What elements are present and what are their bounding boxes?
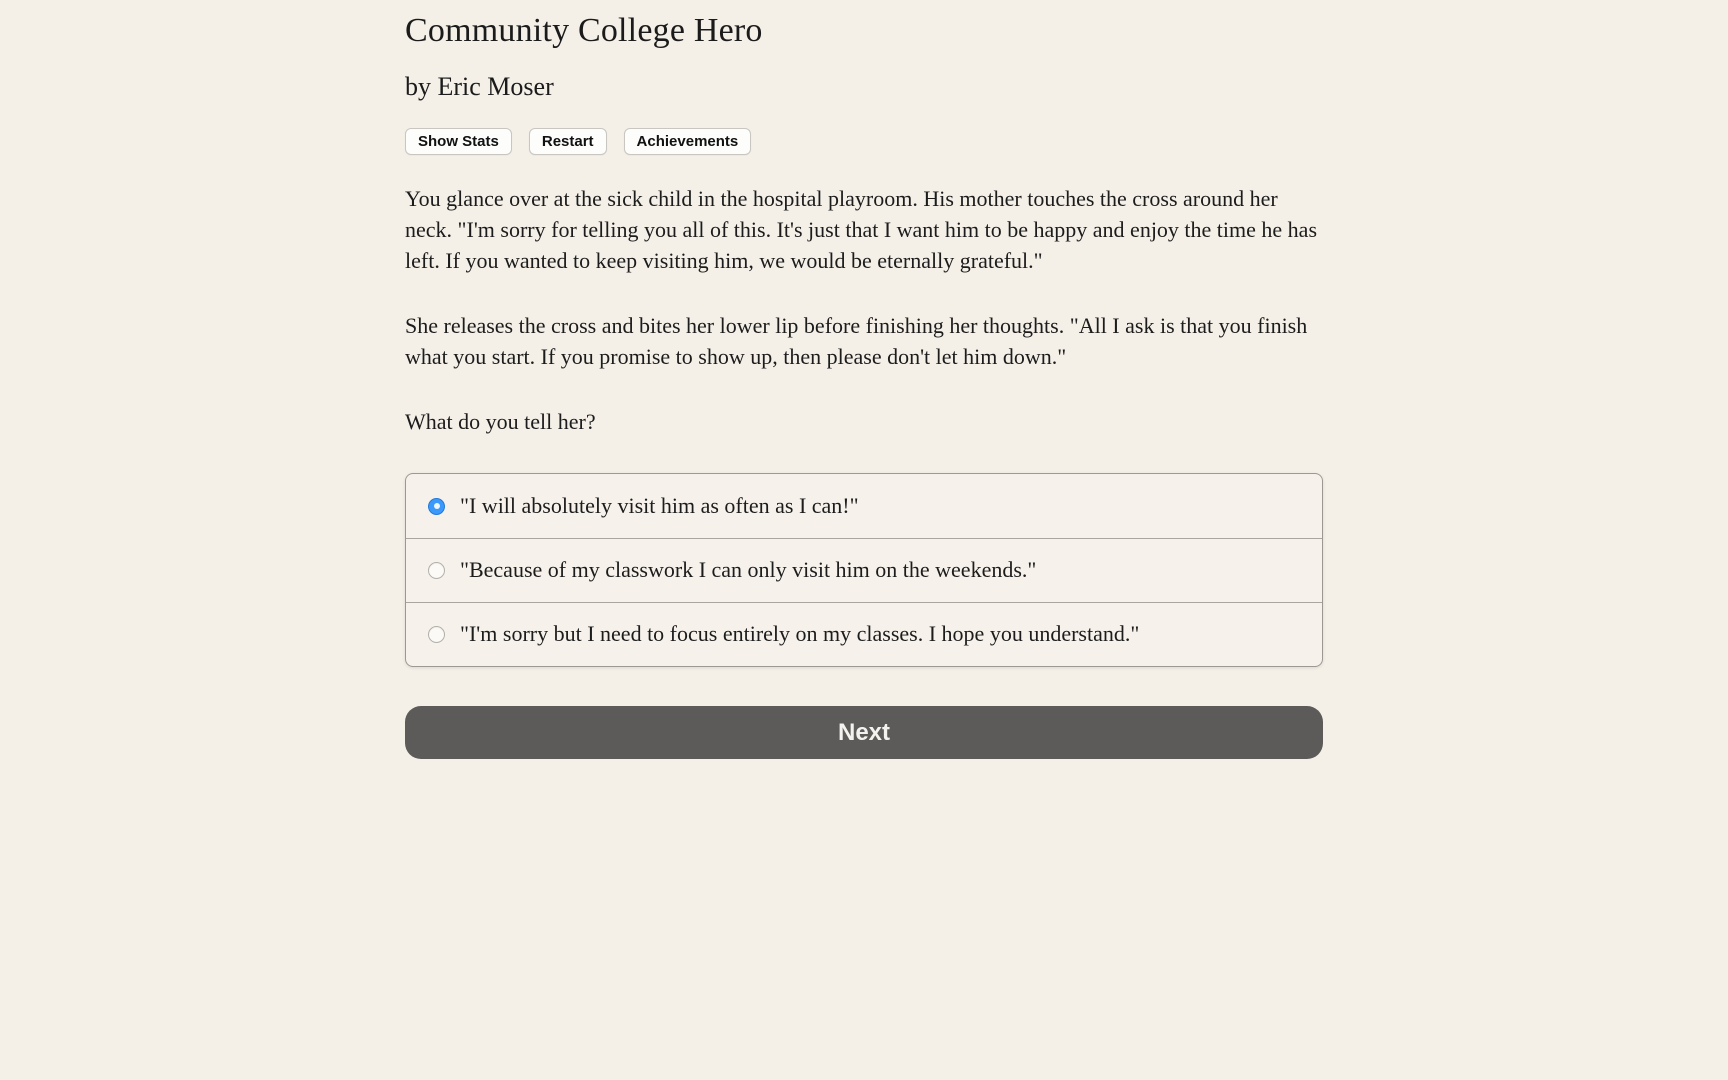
story-text xyxy=(405,183,1323,437)
toolbar xyxy=(405,128,1323,155)
choice-option-label: "I will absolutely visit him as often as I can!" xyxy=(460,492,859,518)
choice-option-1[interactable] xyxy=(406,474,1322,538)
story-paragraph: You glance over at the sick child in the hospital playroom. His mother touches the cross around her neck. "I'm sorry for telling you all of this. It's just that I want him to be happy and enjoy the time he has left. If you wanted to keep visiting him, we would be eternally grateful." xyxy=(405,186,1318,273)
choice-question: What do you tell her? xyxy=(405,409,596,434)
choice-option-3[interactable] xyxy=(406,602,1322,666)
page-title: Community College Hero xyxy=(405,12,763,49)
game-page xyxy=(405,0,1323,759)
restart-button[interactable]: Restart xyxy=(529,128,607,155)
next-button[interactable]: Next xyxy=(405,706,1323,759)
choice-option-label: "I'm sorry but I need to focus entirely on my classes. I hope you understand." xyxy=(460,621,1140,647)
choice-option-2[interactable] xyxy=(406,538,1322,602)
story-paragraph: She releases the cross and bites her lower lip before finishing her thoughts. "All I ask is that you finish what you start. If you promise to show up, then please don't let him down." xyxy=(405,313,1308,369)
achievements-button[interactable]: Achievements xyxy=(624,128,752,155)
radio-button-icon[interactable] xyxy=(428,626,445,643)
choices-group xyxy=(405,473,1323,667)
radio-button-icon[interactable] xyxy=(428,498,445,515)
show-stats-button[interactable]: Show Stats xyxy=(405,128,512,155)
radio-button-icon[interactable] xyxy=(428,562,445,579)
page-subtitle: by Eric Moser xyxy=(405,72,554,101)
choice-option-label: "Because of my classwork I can only visit him on the weekends." xyxy=(460,557,1037,583)
